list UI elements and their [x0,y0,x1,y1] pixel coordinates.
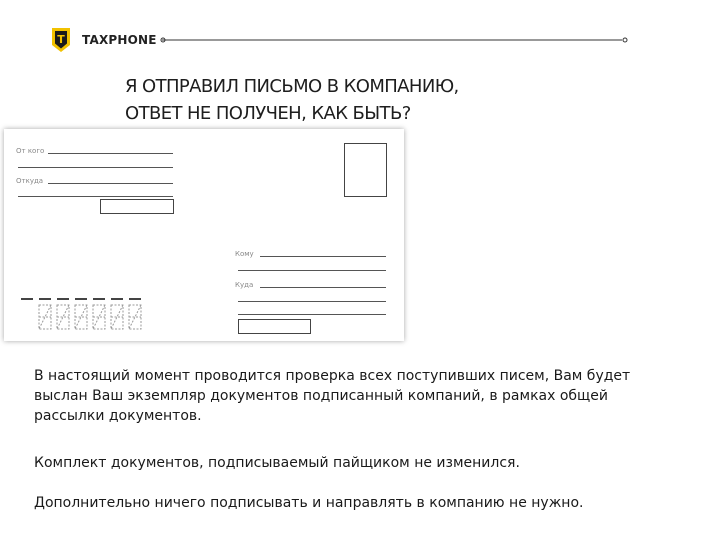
page-title [125,73,545,127]
envelope-line [238,301,386,302]
taxphone-logo-icon [50,27,72,53]
header-divider [160,36,630,44]
envelope-line [48,183,173,184]
envelope-illustration [4,129,404,341]
envelope-line [18,196,173,197]
logo-letter: T [57,33,65,46]
title-line-1: Я ОТПРАВИЛ ПИСЬМО В КОМПАНИЮ, [125,76,459,97]
envelope-to-where-label: Куда [235,281,254,289]
recipient-postcode-box [238,319,311,334]
envelope-to-label: Кому [235,250,254,258]
body-paragraph-1: В настоящий момент проводится проверка всех поступивших писем, Вам будет выслан Ваш экземпляр документов подписанный компаний, в рамках общей рассылки документов. [34,368,631,424]
stamp-box [344,143,387,197]
envelope-from-label: От кого [16,147,45,155]
title-line-2: ОТВЕТ НЕ ПОЛУЧЕН, КАК БЫТЬ? [125,103,411,124]
envelope-line [238,270,386,271]
postcode-digits-icon [18,297,148,333]
envelope-line [18,167,173,168]
sender-postcode-box [100,199,174,214]
brand-name: TAXPHONE [82,33,157,47]
envelope-line [238,314,386,315]
envelope-line [48,153,173,154]
envelope-line [260,256,386,257]
envelope-from-where-label: Откуда [16,177,44,185]
body-paragraph-2: Комплект документов, подписываемый пайщиком не изменился. [34,455,520,471]
envelope-line [260,287,386,288]
body-paragraph-3: Дополнительно ничего подписывать и направлять в компанию не нужно. [34,495,584,511]
